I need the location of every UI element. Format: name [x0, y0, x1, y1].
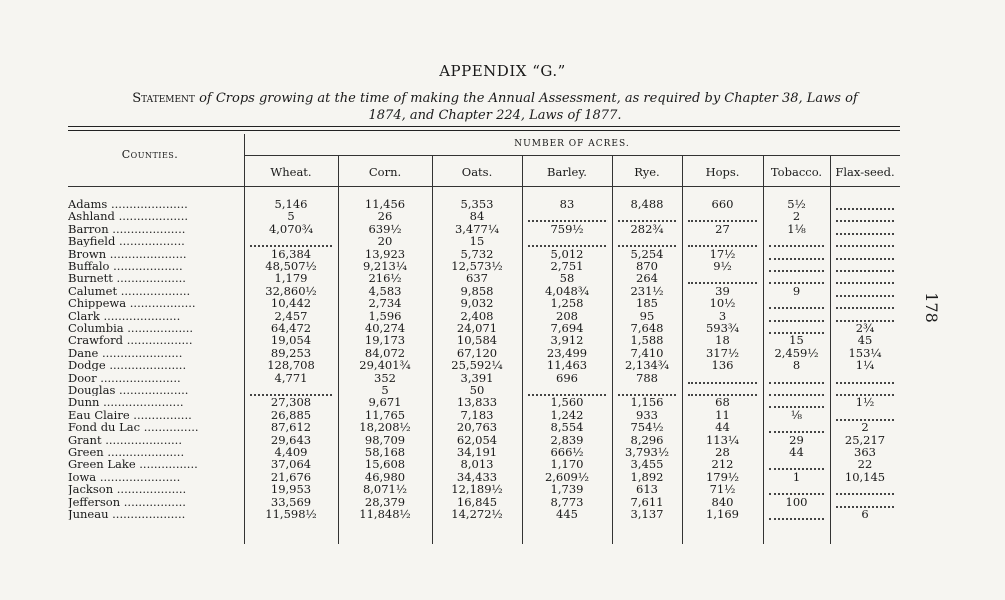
empty-cell-dots [836, 270, 894, 272]
table-cell: 26 [377, 209, 393, 224]
table-cell: 2 [792, 209, 801, 224]
table-cell: 5,254 [630, 246, 664, 261]
table-cell: 28 [715, 445, 730, 459]
table-cell: 2 [861, 420, 869, 435]
table-cell: 2,134¾ [624, 358, 670, 373]
table-cell: 20,763 [456, 420, 498, 435]
table-cell: 8 [792, 358, 801, 373]
table-cell: 46,980 [364, 469, 406, 484]
table-cell: 1,258 [550, 296, 584, 311]
table-cell: 11,456 [364, 197, 406, 211]
top-rule-thin [68, 130, 900, 131]
table-cell: 68 [715, 395, 730, 410]
table-cell: 8,013 [460, 457, 494, 472]
table-cell: 58,168 [364, 445, 406, 459]
table-cell: 1 [792, 469, 801, 484]
table-cell: 10½ [709, 296, 736, 311]
table-cell: 25,217 [844, 432, 886, 447]
table-cell: 39 [715, 283, 730, 298]
empty-cell-dots [836, 295, 894, 297]
table-cell: 613 [636, 482, 658, 497]
table-cell: 1½ [855, 395, 875, 410]
county-name: Dunn ...................... [68, 396, 184, 409]
empty-cell-dots [688, 382, 757, 384]
table-cell: 363 [854, 445, 876, 459]
table-cell: 3 [718, 308, 727, 323]
table-cell: 16,384 [270, 246, 312, 261]
table-cell: 67,120 [456, 345, 498, 360]
empty-cell-dots [836, 493, 894, 495]
table-cell: 83 [559, 197, 575, 211]
table-cell: 933 [636, 407, 658, 422]
table-cell: 13,833 [456, 395, 498, 410]
table-cell: 1⅛ [787, 221, 806, 236]
table-cell: 2,609½ [544, 469, 590, 484]
county-name: Green Lake ................ [68, 458, 198, 471]
table-cell: 870 [636, 259, 658, 273]
county-name: Douglas ................... [68, 384, 189, 396]
empty-cell-dots [769, 258, 824, 260]
table-cell: 4,048¾ [544, 283, 590, 298]
table-cell: 2,734 [368, 296, 402, 311]
table-cell: 11,765 [364, 407, 406, 422]
table-cell: 13,923 [364, 246, 406, 261]
table-cell: 10,442 [270, 296, 312, 311]
table-cell: 50 [469, 383, 485, 397]
table-cell: 22 [857, 457, 873, 472]
table-cell: 153¼ [848, 345, 882, 360]
table-cell: 1,560 [550, 395, 584, 410]
table-cell: 5½ [787, 197, 806, 211]
column-header-1: Corn. [368, 165, 402, 179]
table-cell: 7,611 [630, 494, 664, 509]
county-name: Brown ..................... [68, 247, 187, 260]
table-cell: 84 [469, 209, 485, 224]
table-cell: 8,296 [630, 432, 664, 447]
table-cell: 788 [636, 370, 658, 385]
table-cell: 1,169 [706, 507, 739, 521]
table-cell: 9 [792, 283, 801, 298]
table-cell: 2,459½ [774, 345, 819, 360]
table-cell: 1,596 [368, 308, 402, 323]
table-cell: ⅛ [790, 407, 803, 422]
table-cell: 62,054 [456, 432, 498, 447]
table-cell: 19,173 [364, 333, 406, 348]
empty-cell-dots [836, 282, 894, 284]
table-cell: 4,583 [368, 283, 402, 298]
empty-cell-dots [769, 307, 824, 309]
table-cell: 593¾ [705, 321, 740, 335]
column-header-0: Wheat. [270, 165, 312, 179]
table-cell: 637 [466, 271, 488, 286]
table-cell: 32,860½ [265, 283, 317, 298]
table-cell: 8,773 [550, 494, 584, 509]
table-cell: 12,573½ [451, 259, 503, 273]
county-name: Iowa ...................... [68, 470, 181, 483]
column-header-7: Flax-seed. [835, 165, 895, 179]
table-cell: 7,410 [630, 345, 664, 360]
county-name: Barron .................... [68, 222, 186, 235]
table-cell: 45 [857, 333, 873, 348]
empty-cell-dots [836, 382, 894, 384]
table-cell: 7,183 [460, 407, 494, 422]
table-cell: 29 [789, 432, 804, 447]
table-cell: 8,071½ [362, 482, 408, 497]
table-cell: 27 [715, 221, 730, 236]
county-name: Columbia .................. [68, 322, 194, 334]
table-cell: 9,213¼ [362, 259, 408, 273]
table-cell: 19,953 [270, 482, 312, 497]
table-cell: 11,463 [546, 358, 588, 373]
table-cell: 128,708 [267, 358, 315, 373]
column-header-2: Oats. [461, 165, 493, 179]
empty-cell-dots [769, 245, 824, 247]
county-name: Dodge ..................... [68, 359, 187, 372]
empty-cell-dots [836, 307, 894, 309]
table-cell: 29,401¾ [359, 358, 411, 373]
table-cell: 11,848½ [359, 507, 411, 521]
column-header-4: Rye. [634, 165, 660, 179]
table-cell: 64,472 [270, 321, 312, 335]
table-cell: 840 [711, 494, 734, 509]
table-cell: 37,064 [270, 457, 312, 472]
table-cell: 208 [556, 308, 578, 323]
table-cell: 445 [556, 507, 578, 521]
county-name: Calumet ................... [68, 284, 191, 297]
table-cell: 33,569 [270, 494, 312, 509]
appendix-title: APPENDIX “G.” [439, 62, 566, 80]
table-cell: 34,433 [456, 469, 498, 484]
table-cell: 264 [636, 271, 658, 286]
table-cell: 7,694 [550, 321, 584, 335]
table-cell: 44 [715, 420, 730, 435]
table-subtitle [60, 90, 930, 124]
table-cell: 1,242 [550, 407, 584, 422]
table-cell: 2,751 [550, 259, 584, 273]
table-cell: 1,179 [274, 271, 308, 286]
county-name: Adams ..................... [68, 198, 188, 210]
table-cell: 5,353 [460, 197, 494, 211]
table-cell: 696 [556, 370, 578, 385]
table-cell: 352 [374, 370, 396, 385]
table-cell: 16,845 [456, 494, 498, 509]
empty-cell-dots [769, 394, 824, 396]
table-cell: 2,839 [550, 432, 584, 447]
table-cell: 660 [711, 197, 734, 211]
table-cell: 5,146 [274, 197, 308, 211]
table-cell: 95 [639, 308, 655, 323]
table-cell: 10,584 [456, 333, 498, 348]
table-cell: 29,643 [270, 432, 312, 447]
table-cell: 216½ [368, 271, 402, 286]
column-header-6: Tobacco. [770, 165, 823, 179]
table-cell: 4,771 [274, 370, 308, 385]
table-cell: 639½ [368, 221, 402, 236]
table-cell: 25,592¼ [451, 358, 503, 373]
county-name: Jackson ................... [68, 483, 187, 496]
table-cell: 27,308 [270, 395, 312, 410]
table-cell: 6 [861, 507, 869, 521]
table-cell: 15 [469, 234, 485, 249]
subtitle-line2: 1874, and Chapter 224, Laws of 1877. [368, 108, 622, 123]
empty-cell-dots [836, 220, 894, 222]
table-cell: 666½ [550, 445, 584, 459]
table-cell: 17½ [709, 246, 736, 261]
table-cell: 8,554 [550, 420, 584, 435]
table-cell: 1,892 [630, 469, 664, 484]
county-name: Jefferson ................. [68, 495, 186, 508]
county-name: Bayfield .................. [68, 235, 185, 248]
county-name: Fond du Lac ............... [68, 421, 199, 434]
county-name: Clark ..................... [68, 309, 181, 322]
table-cell: 212 [711, 457, 734, 472]
table-cell: 14,272½ [451, 507, 503, 521]
table-cell: 1¼ [855, 358, 875, 373]
table-cell: 5,732 [460, 246, 494, 261]
table-cell: 15,608 [364, 457, 406, 472]
county-name: Dane ...................... [68, 346, 183, 359]
table-cell: 58 [559, 271, 575, 286]
table-cell: 5 [287, 209, 295, 224]
table-cell: 1,156 [630, 395, 664, 410]
table-cell: 754½ [630, 420, 664, 435]
table-cell: 113¼ [705, 432, 740, 447]
table-cell: 12,189½ [451, 482, 503, 497]
table-cell: 28,379 [364, 494, 406, 509]
empty-cell-dots [769, 270, 824, 272]
county-name: Grant ..................... [68, 433, 182, 446]
county-name: Eau Claire ................ [68, 408, 192, 421]
table-cell: 48,507½ [265, 259, 317, 273]
table-cell: 317½ [705, 345, 740, 360]
table-cell: 20 [377, 234, 393, 249]
column-header-5: Hops. [705, 165, 740, 179]
table-cell: 11,598½ [265, 507, 317, 521]
table-cell: 3,137 [630, 507, 664, 521]
table-cell: 18 [715, 333, 730, 348]
table-cell: 87,612 [270, 420, 312, 435]
county-name: Chippewa .................. [68, 297, 196, 310]
empty-cell-dots [769, 518, 824, 520]
table-cell: 18,208½ [359, 420, 411, 435]
table-cell: 44 [789, 445, 804, 459]
table-cell: 2,408 [460, 308, 494, 323]
table-cell: 4,409 [274, 445, 308, 459]
table-cell: 24,071 [456, 321, 498, 335]
table-cell: 84,072 [364, 345, 406, 360]
county-name: Door ...................... [68, 371, 181, 384]
empty-cell-dots [836, 233, 894, 235]
table-cell: 2¾ [855, 321, 875, 335]
page-number: 178 [921, 292, 941, 323]
county-name: Buffalo ................... [68, 260, 183, 272]
subtitle-line1: of Crops growing at the time of making the Annual Assessment, as required by Chapter 38, Laws of [199, 91, 858, 106]
table-cell: 2,457 [274, 308, 308, 323]
table-cell: 1,170 [550, 457, 584, 472]
table-cell: 71½ [709, 482, 736, 497]
county-name: Crawford .................. [68, 334, 193, 347]
table-cell: 136 [711, 358, 734, 373]
acres-group-header: NUMBER OF ACRES. [514, 139, 630, 149]
group-header-rule [244, 155, 900, 156]
empty-cell-dots [836, 245, 894, 247]
table-cell: 100 [785, 494, 808, 509]
empty-cell-dots [836, 208, 894, 210]
empty-cell-dots [769, 382, 824, 384]
table-cell: 179½ [705, 469, 740, 484]
subtitle-lead: Statement [132, 91, 195, 106]
table-cell: 3,455 [630, 457, 664, 472]
table-cell: 40,274 [364, 321, 406, 335]
table-cell: 23,499 [546, 345, 588, 360]
table-cell: 89,253 [270, 345, 312, 360]
table-cell: 21,676 [270, 469, 312, 484]
table-cell: 1,588 [630, 333, 664, 348]
county-name: Burnett ................... [68, 272, 186, 285]
counties-header: Counties. [121, 148, 179, 161]
table-cell: 3,793½ [624, 445, 670, 459]
table-cell: 19,054 [270, 333, 312, 348]
table-cell: 15 [789, 333, 804, 348]
table-cell: 4,070¾ [268, 221, 314, 236]
empty-cell-dots [769, 320, 824, 322]
table-cell: 34,191 [456, 445, 498, 459]
table-cell: 185 [636, 296, 658, 311]
table-cell: 3,912 [550, 333, 584, 348]
table-cell: 5,012 [550, 246, 584, 261]
table-cell: 9,032 [460, 296, 494, 311]
table-cell: 26,885 [270, 407, 312, 422]
table-cell: 11 [715, 407, 730, 422]
table-cell: 9,671 [368, 395, 402, 410]
table-cell: 8,488 [630, 197, 664, 211]
table-cell: 3,477¼ [454, 221, 500, 236]
empty-cell-dots [836, 258, 894, 260]
table-cell: 9½ [713, 259, 732, 273]
county-name: Juneau .................... [68, 508, 186, 520]
table-cell: 759½ [550, 221, 584, 236]
table-cell: 98,709 [364, 432, 406, 447]
county-name: Ashland ................... [68, 210, 189, 223]
table-cell: 231½ [630, 283, 664, 298]
county-name: Green ..................... [68, 446, 185, 458]
table-cell: 282¾ [630, 221, 664, 236]
table-cell: 7,648 [630, 321, 664, 335]
table-cell: 10,145 [844, 469, 886, 484]
table-cell: 5 [381, 383, 389, 397]
table-cell: 1,739 [550, 482, 584, 497]
top-rule [68, 126, 900, 127]
header-bottom-rule [68, 186, 900, 187]
table-cell: 3,391 [460, 370, 494, 385]
column-header-3: Barley. [547, 165, 587, 179]
table-cell: 9,858 [460, 283, 494, 298]
